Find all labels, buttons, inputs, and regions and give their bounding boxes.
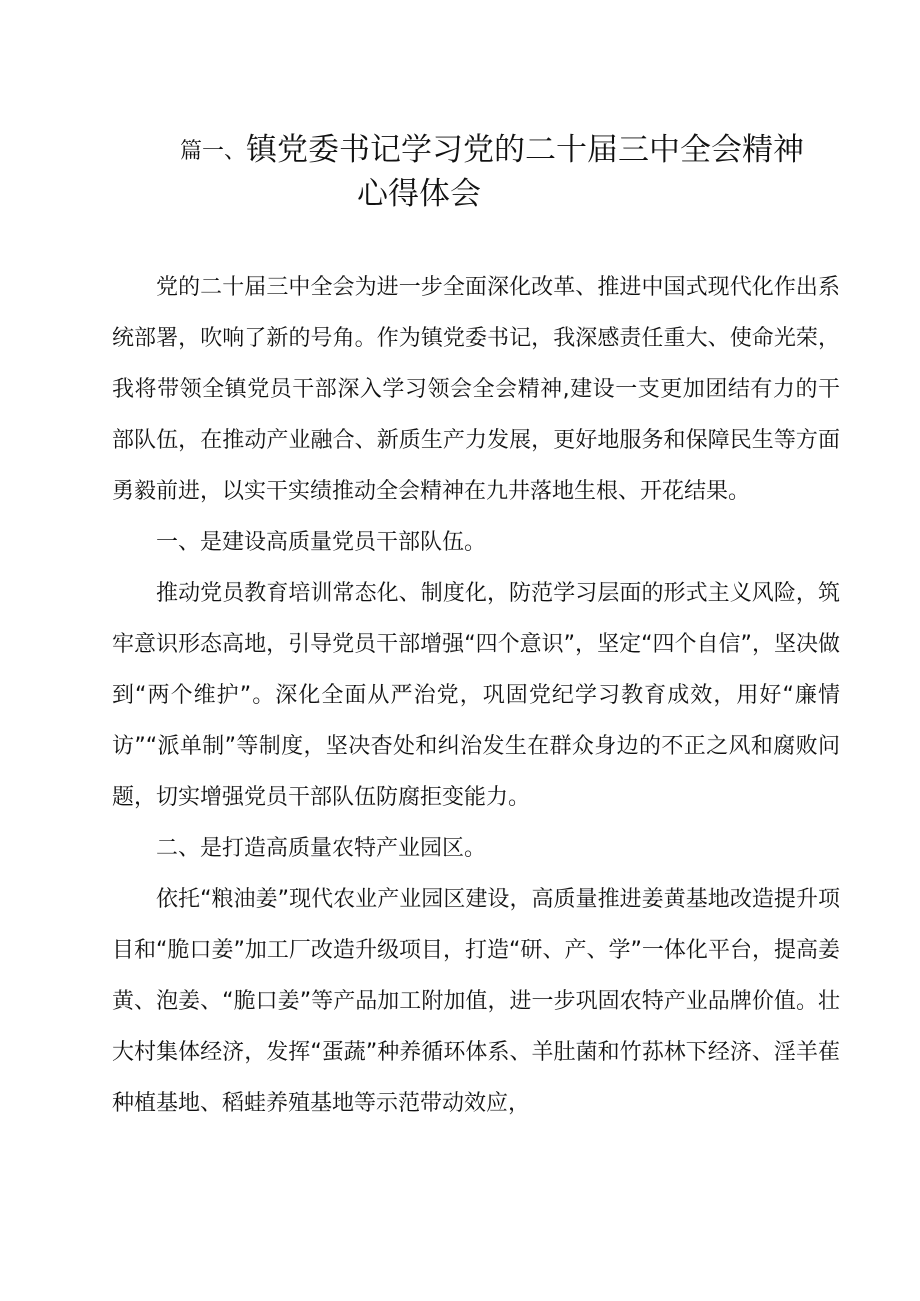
- title-main: 镇党委书记学习党的二十届三中全会精神: [246, 132, 805, 168]
- title-prefix: 篇一、: [180, 139, 247, 164]
- title-line-1: [180, 128, 804, 174]
- section-heading-1: 一、是建设高质量党员干部队伍。: [156, 530, 487, 555]
- document-body: [112, 262, 840, 1129]
- paragraph-intro: 党的二十届三中全会为进一步全面深化改革、推进中国式现代化作出系统部署，吹响了新的号角。作为镇党委书记，我深感责任重大、使命光荣，我将带领全镇党员干部深入学习领会全会精神,建设一支更加团结有力的干部队伍，在推动产业融合、新质生产力发展，更好地服务和保障民生等方面勇毅前进，以实干实绩推动全会精神在九井落地生根、开花结果。: [112, 275, 840, 504]
- section-heading-2: 二、是打造高质量农特产业园区。: [156, 836, 487, 861]
- title-line-2: 心得体会: [357, 176, 481, 212]
- paragraph-section-1: 推动党员教育培训常态化、制度化，防范学习层面的形式主义风险，筑牢意识形态高地，引导党员干部增强“四个意识”，坚定“四个自信”，坚决做到“两个维护”。深化全面从严治党，巩固党纪学习教育成效，用好“廉情访”“派单制”等制度，坚决杳处和纠治发生在群众身边的不正之风和腐败问题，切实增强党员干部队伍防腐拒变能力。: [112, 581, 840, 810]
- paragraph-section-2: 依托“粮油姜”现代农业产业园区建设，高质量推进姜黄基地改造提升项目和“脆口姜”加工厂改造升级项目，打造“研、产、学”一体化平台，提高姜黄、泡姜、“脆口姜”等产品加工附加值，进一步巩固农特产业品牌价值。壮大村集体经济，发挥“蛋蔬”种养循环体系、羊肚菌和竹荪林下经济、淫羊萑种植基地、稻蛙养殖基地等示范带动效应，: [112, 887, 840, 1116]
